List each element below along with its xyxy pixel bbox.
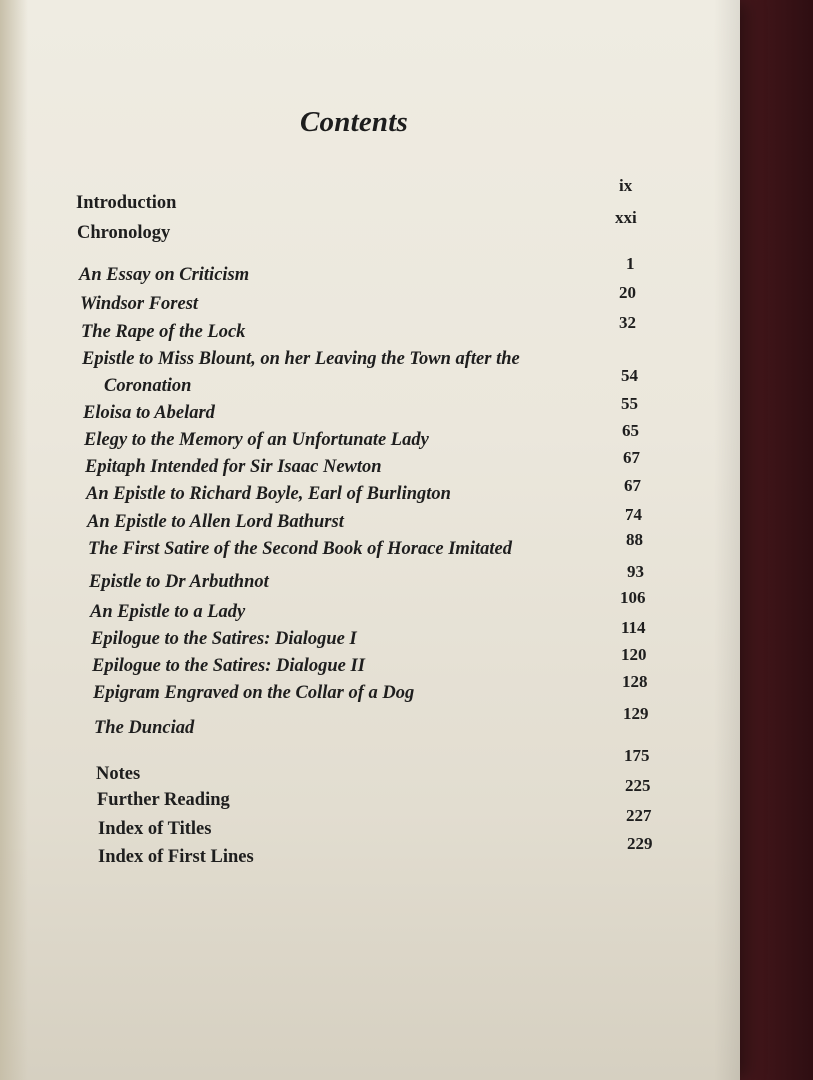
toc-page-epistle-lady: 106 xyxy=(620,588,646,607)
toc-entry-epistle-to-miss-blount-cont: Coronation xyxy=(104,376,192,396)
toc-entry-further-reading: Further Reading xyxy=(97,790,230,810)
toc-entry-epigram-collar: Epigram Engraved on the Collar of a Dog xyxy=(93,683,415,703)
toc-page-epistle-arbuthnot: 93 xyxy=(627,562,644,581)
toc-entry-notes: Notes xyxy=(96,764,141,784)
toc-entry-epilogue-dialogue-2: Epilogue to the Satires: Dialogue II xyxy=(92,656,365,676)
toc-page-index-of-first-lines: 229 xyxy=(627,834,653,853)
toc-entry-epistle-burlington: An Epistle to Richard Boyle, Earl of Burlington xyxy=(86,484,451,504)
toc-page-index-of-titles: 227 xyxy=(626,806,652,825)
toc-page-eloisa-to-abelard: 55 xyxy=(621,394,638,413)
toc-entry-eloisa-to-abelard: Eloisa to Abelard xyxy=(83,403,215,423)
toc-entry-introduction: Introduction xyxy=(76,193,177,213)
toc-page-elegy: 65 xyxy=(622,421,639,440)
toc-page-epistle-to-miss-blount: 54 xyxy=(621,366,638,385)
toc-page-epilogue-dialogue-1: 114 xyxy=(621,618,646,637)
toc-page-dunciad: 129 xyxy=(623,704,649,723)
toc-page-chronology: xxi xyxy=(615,208,637,227)
toc-entry-epilogue-dialogue-1: Epilogue to the Satires: Dialogue I xyxy=(91,629,357,649)
toc-page-first-satire: 88 xyxy=(626,530,643,549)
toc-entry-essay-on-criticism: An Essay on Criticism xyxy=(79,265,250,285)
toc-entry-rape-of-the-lock: The Rape of the Lock xyxy=(81,322,246,342)
page-binding-shadow xyxy=(0,0,28,1080)
toc-entry-epistle-bathurst: An Epistle to Allen Lord Bathurst xyxy=(87,512,344,532)
toc-page-rape-of-the-lock: 32 xyxy=(619,313,636,332)
toc-entry-elegy: Elegy to the Memory of an Unfortunate Lady xyxy=(84,430,429,450)
toc-entry-index-of-titles: Index of Titles xyxy=(98,819,212,839)
toc-page-epistle-bathurst: 74 xyxy=(625,505,642,524)
toc-entry-epistle-to-miss-blount: Epistle to Miss Blount, on her Leaving the Town after the xyxy=(82,349,520,369)
toc-entry-epitaph-newton: Epitaph Intended for Sir Isaac Newton xyxy=(85,457,382,477)
toc-page-epistle-burlington: 67 xyxy=(624,476,641,495)
toc-page-epilogue-dialogue-2: 120 xyxy=(621,645,647,664)
toc-page-epitaph-newton: 67 xyxy=(623,448,640,467)
toc-entry-index-of-first-lines: Index of First Lines xyxy=(98,847,254,867)
toc-page-epigram-collar: 128 xyxy=(622,672,648,691)
toc-page-essay-on-criticism: 1 xyxy=(626,254,635,273)
toc-page-windsor-forest: 20 xyxy=(619,283,636,302)
toc-entry-epistle-lady: An Epistle to a Lady xyxy=(90,602,246,622)
toc-page-introduction: ix xyxy=(619,176,633,195)
page-title: Contents xyxy=(300,106,408,138)
toc-page-notes: 175 xyxy=(624,746,650,765)
toc-entry-epistle-arbuthnot: Epistle to Dr Arbuthnot xyxy=(89,572,269,592)
toc-entry-chronology: Chronology xyxy=(77,223,171,243)
toc-page-further-reading: 225 xyxy=(625,776,651,795)
toc-entry-windsor-forest: Windsor Forest xyxy=(80,294,199,314)
toc-entry-first-satire: The First Satire of the Second Book of Horace Imitated xyxy=(88,539,512,559)
toc-entry-dunciad: The Dunciad xyxy=(94,718,195,738)
